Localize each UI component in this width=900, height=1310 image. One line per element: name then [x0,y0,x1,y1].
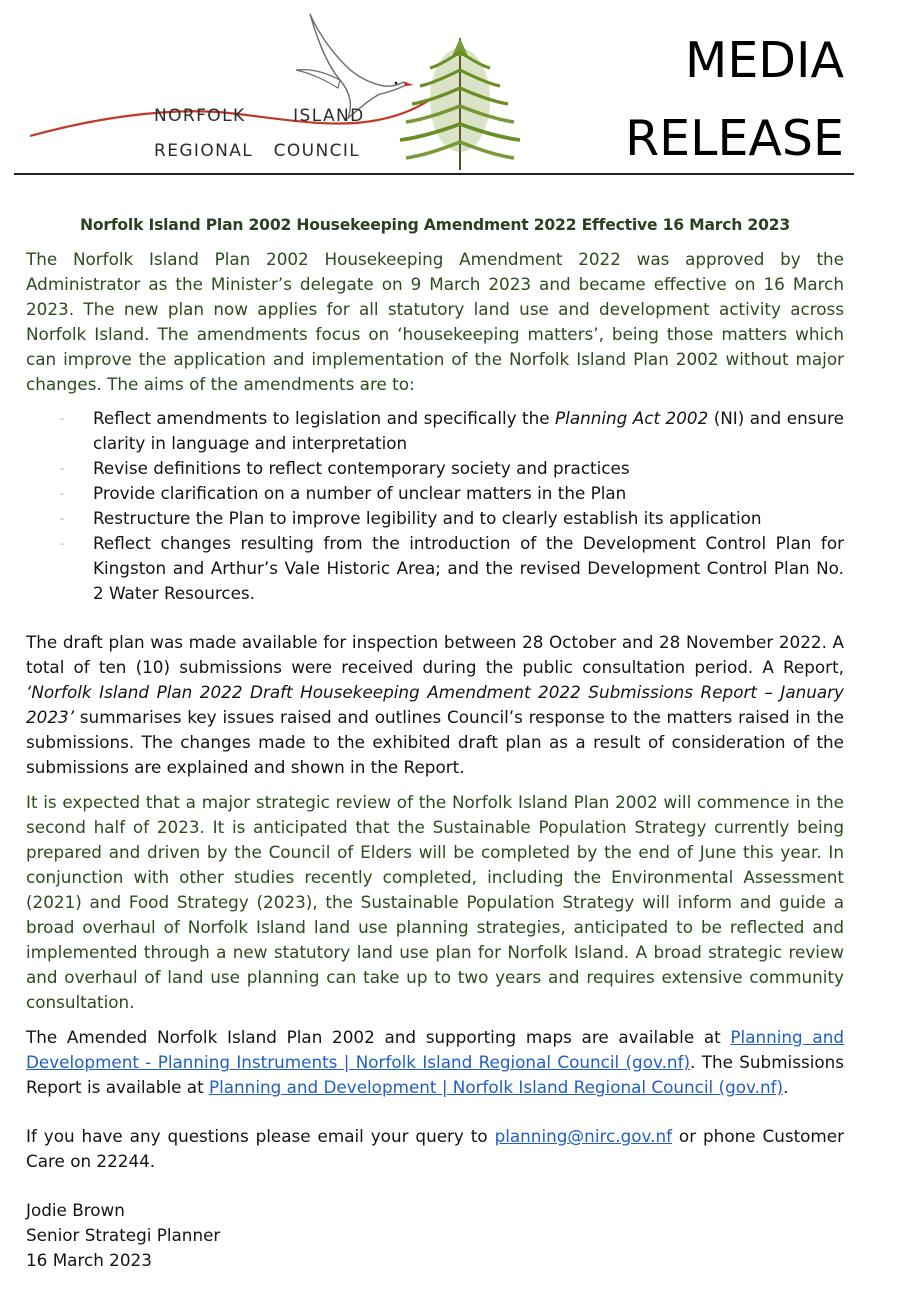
aims-list [26,406,844,606]
release-date: 16 March 2023 [26,1250,152,1270]
strategic-review-paragraph: It is expected that a major strategic review of the Norfolk Island Plan 2002 will commence in the second half of 2023. It is anticipated that the Sustainable Population Strategy currently being prepared and driven by the Council of Elders will be completed by the end of June this year. In conjunction with other studies recently completed, including the Environmental Assessment (2021) and Food Strategy (2023), the Sustainable Population Strategy will inform and guide a broad overhaul of Norfolk Island land use planning strategies, anticipated to be reflected and implemented through a new statutory land use plan for Norfolk Island. A broad strategic review and overhaul of land use planning can take up to two years and requires extensive community consultation. [26,792,844,1012]
list-item: - Provide clarification on a number of unclear matters in the Plan [26,481,844,506]
norfolk-pine-tree-icon [400,38,520,170]
bullet-dash: - [60,462,64,475]
council-logo [28,8,548,173]
planning-email-link[interactable]: planning@nirc.gov.nf [494,1126,672,1146]
release-headline: Norfolk Island Plan 2002 Housekeeping Amendment 2022 Effective 16 March 2023 [79,216,791,234]
planning-instruments-link[interactable]: Planning and Development - Planning Instruments | Norfolk Island Regional Council (gov.nf) [26,1027,844,1072]
availability-paragraph: The Amended Norfolk Island Plan 2002 and supporting maps are available at Planning and Development - Planning Instruments | Norfolk Island Regional Council (gov.nf). The Submissions Report is available at Planning and Development | Norfolk Island Regional Council (gov.nf). [26,1027,844,1097]
signature-block [26,1198,844,1273]
logo-text-line1: NORFOLK ISLAND [154,106,365,126]
media-release-title [625,22,844,178]
header-divider [14,173,854,175]
media-title-line2: RELEASE [625,110,844,167]
logo-text-line2: REGIONAL COUNCIL [154,141,361,161]
planning-development-link[interactable]: Planning and Development | Norfolk Island Regional Council (gov.nf) [208,1077,784,1097]
signatory-name: Jodie Brown [26,1200,125,1220]
list-item: - Reflect changes resulting from the introduction of the Development Control Plan for Kingston and Arthur’s Vale Historic Area; and the revised Development Control Plan No. 2 Water Resources. [60,533,844,603]
bullet-dash: - [60,537,64,550]
contact-paragraph: If you have any questions please email your query to planning@nirc.gov.nf or phone Customer Care on 22244. [26,1126,844,1171]
list-item: - Reflect amendments to legislation and specifically the Planning Act 2002 (NI) and ensure clarity in language and interpretation [60,408,844,453]
draft-plan-paragraph: The draft plan was made available for inspection between 28 October and 28 November 2022. A total of ten (10) submissions were received during the public consultation period. A Report, ‘Norfolk Island Plan 2022 Draft Housekeeping Amendment 2022 Submissions Report – January 2023’ summarises key issues raised and outlines Council’s response to the matters raised in the submissions. The changes made to the exhibited draft plan as a result of consideration of the submissions are explained and shown in the Report. [26,632,844,777]
bullet-dash: - [60,512,64,525]
bullet-dash: - [60,412,64,425]
media-title-line1: MEDIA [685,32,844,89]
white-tern-bird-icon [296,14,414,118]
list-item: - Revise definitions to reflect contemporary society and practices [26,456,844,481]
bullet-dash: - [60,487,64,500]
list-item: - Restructure the Plan to improve legibility and to clearly establish its application [26,506,844,531]
signatory-title: Senior Strategi Planner [26,1225,221,1245]
media-release-header [0,0,900,180]
intro-paragraph: The Norfolk Island Plan 2002 Housekeeping Amendment 2022 was approved by the Administrator as the Minister’s delegate on 9 March 2023 and became effective on 16 March 2023. The new plan now applies for all statutory land use and development activity across Norfolk Island. The amendments focus on ‘housekeeping matters’, being those matters which can improve the application and implementation of the Norfolk Island Plan 2002 without major changes. The aims of the amendments are to: [26,249,844,394]
release-body [26,212,844,1273]
